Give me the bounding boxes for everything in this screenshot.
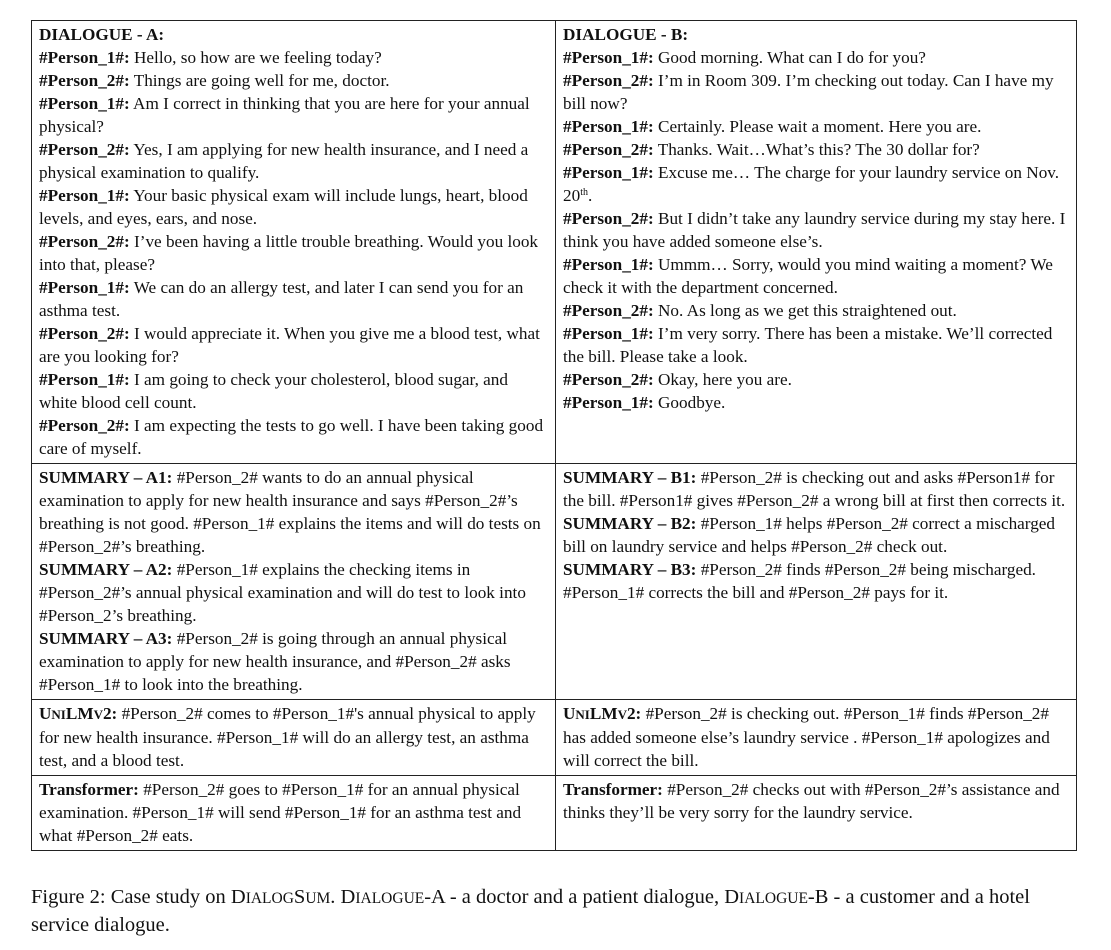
summary-a-cell [32, 464, 556, 700]
dialogue-turn: #Person_2#: But I didn’t take any laundry service during my stay here. I think you have added someone else’s. [563, 209, 1066, 251]
summary-entry: SUMMARY – A1: #Person_2# wants to do an annual physical examination to apply for new health insurance and says #Person_2#’s breathing is not good. #Person_1# explains the items and will do tests on #Person_2#’s breathing. [39, 468, 541, 556]
transformer-row [32, 776, 1077, 851]
unilm-b-cell [556, 700, 1077, 776]
transformer-a-cell [32, 776, 556, 851]
model-output: UNILMV2: #Person_2# comes to #Person_1#'s annual physical to apply for new health insurance. #Person_1# will do an allergy test, an asthma test, and a blood test. [39, 704, 536, 770]
dialogue-turn: #Person_1#: I am going to check your cholesterol, blood sugar, and white blood cell count. [39, 370, 508, 412]
summary-entry: SUMMARY – A2: #Person_1# explains the checking items in #Person_2#’s annual physical examination and will do test to look into #Person_2’s breathing. [39, 560, 526, 625]
dialogue-turn: #Person_2#: I would appreciate it. When you give me a blood test, what are you looking for? [39, 324, 540, 366]
dialogue-a-heading: DIALOGUE - A: [39, 25, 165, 44]
dialogue-turn: #Person_2#: Things are going well for me, doctor. [39, 71, 390, 90]
unilm-row [32, 700, 1077, 776]
dialogue-a-cell [32, 21, 556, 464]
dialogue-turn: #Person_2#: Yes, I am applying for new health insurance, and I need a physical examination to qualify. [39, 140, 529, 182]
unilm-label: UNILMV2: [39, 704, 118, 723]
transformer-label: Transformer: [39, 780, 139, 799]
summary-entry: SUMMARY – B3: #Person_2# finds #Person_2# being mischarged. #Person_1# corrects the bill and #Person_2# pays for it. [563, 560, 1036, 602]
dialogue-row [32, 21, 1077, 464]
dialogue-turn: #Person_1#: Hello, so how are we feeling today? [39, 48, 382, 67]
dialogue-turn: #Person_2#: Okay, here you are. [563, 370, 792, 389]
dialogue-turn: #Person_2#: Thanks. Wait…What’s this? The 30 dollar for? [563, 140, 980, 159]
dialogue-turn: #Person_1#: Am I correct in thinking that you are here for your annual physical? [39, 94, 530, 136]
transformer-label: Transformer: [563, 780, 663, 799]
dialogue-turn: #Person_1#: Excuse me… The charge for your laundry service on Nov. 20th. [563, 163, 1060, 205]
dialogue-turn: #Person_1#: Goodbye. [563, 393, 726, 412]
dialogue-turn: #Person_2#: I’m in Room 309. I’m checking out today. Can I have my bill now? [563, 71, 1054, 113]
dialogue-b-cell [556, 21, 1077, 464]
figure-caption: Figure 2: Case study on DIALOGSUM. DIALOGUE-A - a doctor and a patient dialogue, DIALOGUE-B - a customer and a hotel service dialogue. [31, 886, 1030, 936]
dialogue-turn: #Person_1#: Ummm… Sorry, would you mind waiting a moment? We check it with the department concerned. [563, 255, 1053, 297]
dialogue-turn: #Person_2#: No. As long as we get this straightened out. [563, 301, 957, 320]
model-output: Transformer: #Person_2# goes to #Person_1# for an annual physical examination. #Person_1# will send #Person_1# for an asthma test and what #Person_2# eats. [39, 780, 522, 845]
dialogue-turn: #Person_1#: Good morning. What can I do for you? [563, 48, 926, 67]
dialogue-b-heading: DIALOGUE - B: [563, 25, 689, 44]
summary-row [32, 464, 1077, 700]
unilm-a-cell [32, 700, 556, 776]
dialogue-turn: #Person_1#: Certainly. Please wait a moment. Here you are. [563, 117, 982, 136]
summary-entry: SUMMARY – B1: #Person_2# is checking out and asks #Person1# for the bill. #Person1# gives #Person_2# a wrong bill at first then corrects it. [563, 468, 1066, 510]
summary-entry: SUMMARY – B2: #Person_1# helps #Person_2# correct a mischarged bill on laundry service and helps #Person_2# check out. [563, 514, 1056, 556]
model-output: Transformer: #Person_2# checks out with #Person_2#’s assistance and thinks they’ll be very sorry for the laundry service. [563, 780, 1060, 822]
transformer-b-cell [556, 776, 1077, 851]
dialogue-turn: #Person_2#: I’ve been having a little trouble breathing. Would you look into that, please? [39, 232, 539, 274]
case-study-table [31, 20, 1077, 851]
dialogue-turn: #Person_1#: I’m very sorry. There has been a mistake. We’ll corrected the bill. Please take a look. [563, 324, 1053, 366]
summary-b-cell [556, 464, 1077, 700]
dialogue-turn: #Person_2#: I am expecting the tests to go well. I have been taking good care of myself. [39, 416, 544, 458]
dialogue-turn: #Person_1#: Your basic physical exam will include lungs, heart, blood levels, and eyes, ears, and nose. [39, 186, 528, 228]
unilm-label: UNILMV2: [563, 704, 642, 723]
dialogue-turn: #Person_1#: We can do an allergy test, and later I can send you for an asthma test. [39, 278, 524, 320]
model-output: UNILMV2: #Person_2# is checking out. #Person_1# finds #Person_2# has added someone else’s laundry service . #Person_1# apologizes and will correct the bill. [563, 704, 1050, 770]
summary-entry: SUMMARY – A3: #Person_2# is going through an annual physical examination to apply for new health insurance, and #Person_2# asks #Person_1# to look into the breathing. [39, 629, 511, 694]
